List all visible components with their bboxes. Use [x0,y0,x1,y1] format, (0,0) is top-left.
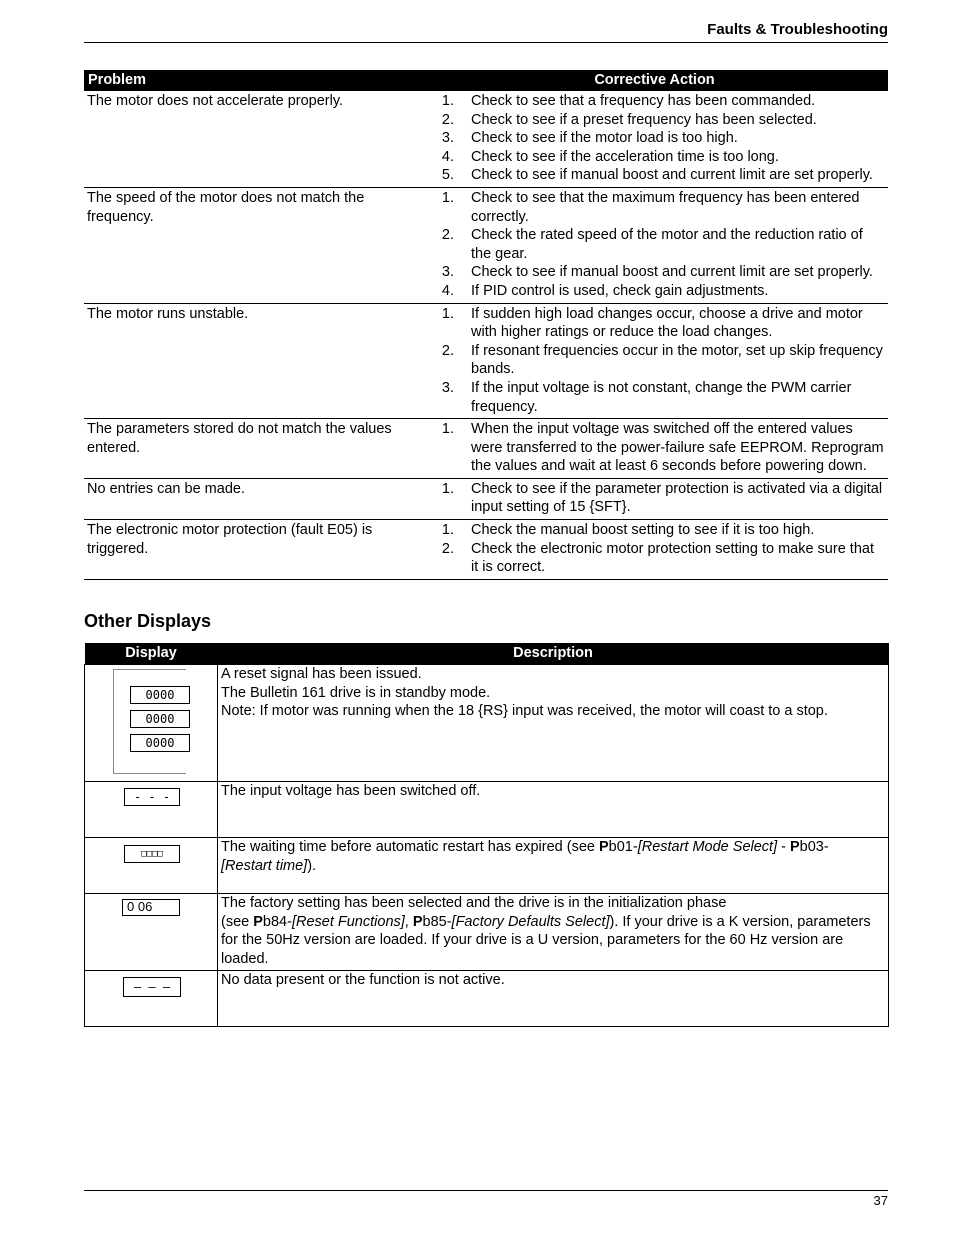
description-text: (see [221,913,254,930]
action-text: Check the electronic motor protection setting to make sure that it is correct. [471,540,874,576]
action-number: 4 . [424,148,454,167]
column-header-description: Description [218,643,889,665]
lcd-display: 0000 [130,710,190,728]
display-cell [85,838,218,894]
corrective-action-cell [421,478,888,519]
header-rule [84,42,888,43]
table-row [84,303,888,419]
action-text: Check the rated speed of the motor and the reduction ratio of the gear. [471,227,863,262]
param-prefix: P [253,913,263,930]
problem-cell: The motor runs unstable. [84,303,421,419]
column-header-problem: Problem [84,70,421,91]
separator: , [404,913,413,930]
action-number: 3 . [424,129,454,148]
lcd-display: – – – [123,977,181,997]
action-text: Check to see if manual boost and current limit are set properly. [471,167,873,184]
other-displays-table [84,643,889,1027]
action-item [424,282,884,301]
corrective-action-cell [421,91,888,187]
action-text: Check to see if the motor load is too high. [471,130,738,147]
param-prefix: P [412,913,423,930]
table-row [85,894,889,971]
action-text: Check to see that a frequency has been commanded. [471,93,816,109]
action-number: 1 . [424,189,454,226]
action-item [424,521,884,540]
corrective-action-cell [421,303,888,419]
action-text: Check to see if the acceleration time is too long. [471,148,779,165]
action-number: 2 . [424,540,454,577]
problem-cell: The speed of the motor does not match the frequency. [84,187,421,303]
column-header-corrective-action: Corrective Action [421,70,888,91]
description-text: ). If your drive is a K version, parameters for the 50Hz version are loaded. If your drive is a U version, parameters for the 60 Hz version are loaded. [221,913,871,967]
action-item [424,111,884,130]
action-text: Check to see if manual boost and current limit are set properly. [471,264,873,281]
param-name: [Restart Mode Select] [637,839,778,855]
corrective-action-cell [421,187,888,303]
param-name: [Factory Defaults Select] [451,913,610,930]
param-name: [Reset Functions] [291,913,405,930]
param-prefix: P [598,839,609,855]
action-text: Check to see if a preset frequency has been selected. [471,111,817,128]
param-code: b84- [262,913,292,930]
lcd-display: 0000 [130,686,190,704]
action-item [424,166,884,185]
action-text: If PID control is used, check gain adjustments. [471,282,769,299]
action-text: If sudden high load changes occur, choose a drive and motor with higher ratings or reduce the load changes. [471,305,863,341]
action-number: 2 . [424,111,454,130]
description-cell [218,838,889,894]
page-header-title: Faults & Troubleshooting [707,21,888,38]
lcd-display: 0 06 [122,899,180,916]
problem-cell: The parameters stored do not match the values entered. [84,419,421,479]
action-item [424,342,884,379]
action-item [424,263,884,282]
problem-cell: The electronic motor protection (fault E05) is triggered. [84,520,421,580]
param-prefix: P [790,839,800,855]
problem-cell: The motor does not accelerate properly. [84,91,421,187]
separator: - [777,839,790,855]
description-line: The factory setting has been selected and the drive is in the initialization phase [221,895,727,911]
problem-cell: No entries can be made. [84,478,421,519]
column-header-display: Display [85,643,218,665]
action-number: 4 . [424,282,454,301]
description-line: The input voltage has been switched off. [221,783,481,799]
action-item [424,420,884,476]
description-cell [218,971,889,1027]
table-row [85,971,889,1027]
description-line: Note: If motor was running when the 18 {RS} input was received, the motor will coast to a stop. [221,703,828,720]
param-code: b85- [422,913,452,930]
action-item [424,226,884,263]
action-item [424,148,884,167]
display-cell [85,894,218,971]
lcd-display: □□□□ [124,845,180,863]
section-title-other-displays: Other Displays [84,611,212,631]
action-text: If the input voltage is not constant, change the PWM carrier frequency. [471,379,852,415]
param-name: [Restart time] [221,857,308,874]
description-text: The waiting time before automatic restart has expired (see [221,839,599,855]
display-cell [85,971,218,1027]
description-line: No data present or the function is not active. [221,972,505,988]
action-item [424,540,884,577]
action-number: 2 . [424,226,454,263]
description-cell [218,665,889,782]
troubleshooting-table [84,70,888,580]
table-row [85,838,889,894]
action-number: 3 . [424,263,454,282]
lcd-display: 0000 [130,734,190,752]
action-item [424,379,884,416]
action-item [424,480,884,517]
description-line: A reset signal has been issued. [221,666,422,682]
description-cell [218,894,889,971]
action-number: 2 . [424,342,454,379]
lcd-sequence [113,669,186,774]
action-number: 1 . [424,420,454,476]
display-cell [85,782,218,838]
footer-rule [84,1190,888,1191]
action-item [424,305,884,342]
description-cell [218,782,889,838]
table-row [84,520,888,580]
corrective-action-cell [421,419,888,479]
action-number: 5 . [424,166,454,185]
action-item [424,92,884,111]
action-text: When the input voltage was switched off the entered values were transferred to the power-failure safe EEPROM. Reprogram the values and wait at least 6 seconds before powering down. [471,421,884,475]
table-row [85,665,889,782]
action-text: Check to see if the parameter protection is activated via a digital input setting of 15 {SFT}. [471,480,883,516]
action-item [424,189,884,226]
action-number: 1 . [424,480,454,517]
display-cell [85,665,218,782]
description-line: The Bulletin 161 drive is in standby mode. [221,684,491,701]
description-text: ). [307,857,317,874]
action-number: 1 . [424,521,454,540]
action-number: 1 . [424,92,454,111]
table-row [84,91,888,187]
corrective-action-cell [421,520,888,580]
param-code: b01- [608,839,638,855]
lcd-display: - - - [124,788,180,806]
action-item [424,129,884,148]
param-code: b03- [799,839,829,855]
page-number: 37 [873,1193,888,1208]
table-row [85,782,889,838]
table-row [84,419,888,479]
action-number: 1 . [424,305,454,342]
action-number: 3 . [424,379,454,416]
table-row [84,187,888,303]
action-text: Check to see that the maximum frequency has been entered correctly. [471,189,860,225]
action-text: Check the manual boost setting to see if it is too high. [471,522,815,539]
action-text: If resonant frequencies occur in the motor, set up skip frequency bands. [471,342,883,378]
table-row [84,478,888,519]
